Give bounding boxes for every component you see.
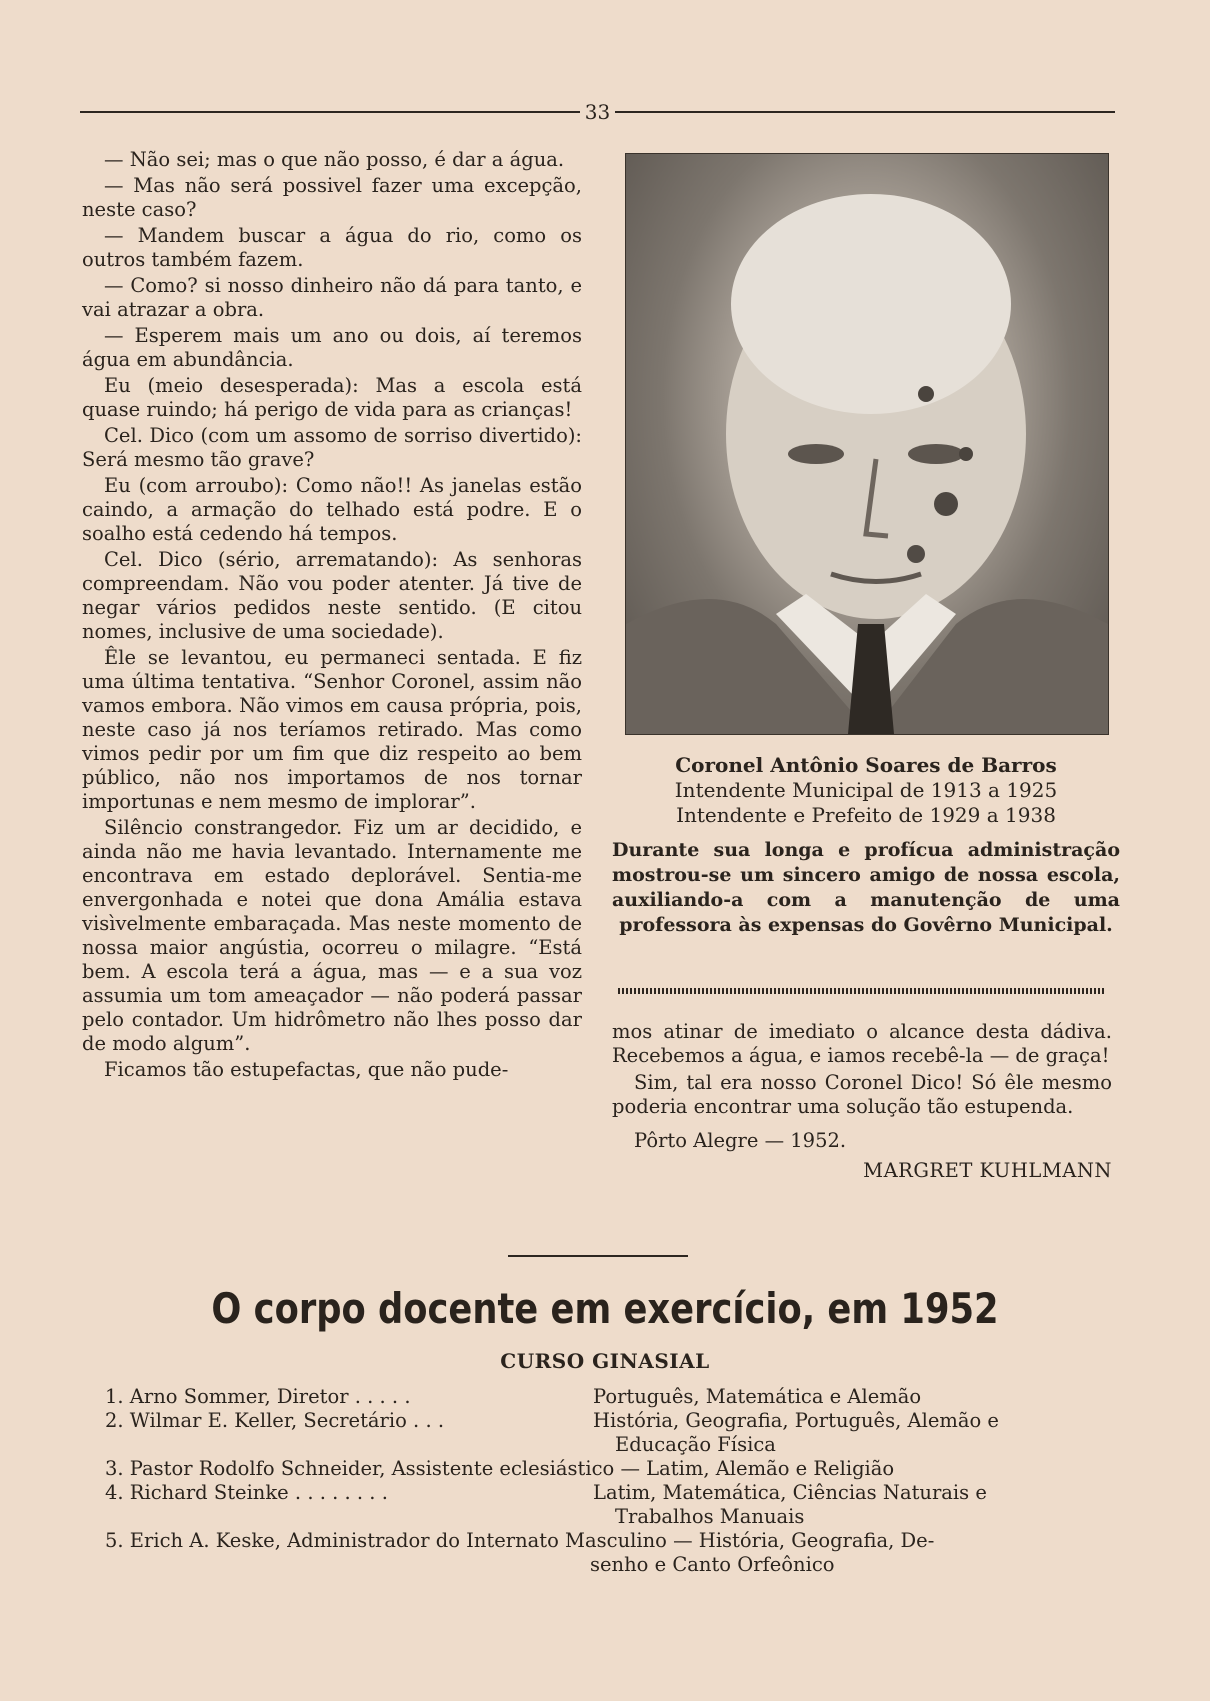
page-header: [80, 100, 1115, 124]
staff-subjects: Português, Matemática e Alemão: [593, 1385, 922, 1408]
header-rule-right: [615, 111, 1115, 113]
staff-name: 4. Richard Steinke . . . . . . . .: [105, 1481, 388, 1504]
dotted-divider: [618, 988, 1106, 994]
paragraph: — Não sei; mas o que não posso, é dar a água.: [104, 148, 565, 171]
staff-subjects-continued: Trabalhos Manuais: [615, 1505, 805, 1528]
page-number: 33: [584, 100, 611, 124]
list-item: 5. Erich A. Keske, Administrador do Internato Masculino — História, Geografia, De-: [105, 1529, 935, 1552]
paragraph: Eu (com arroubo): Como não!! As janelas estão caindo, a armação do telhado está podre. E o soalho está cedendo há tempos.: [82, 474, 582, 545]
staff-subjects: História, Geografia, Português, Alemão e: [593, 1409, 999, 1432]
paragraph: Cel. Dico (sério, arrematando): As senhoras compreendam. Não vou poder atenter. Já tive de negar vários pedidos neste sentido. (E citou nomes, inclusive de uma sociedade).: [82, 548, 582, 643]
caption-role: Intendente e Prefeito de 1929 a 1938: [676, 803, 1056, 827]
staff-name: 2. Wilmar E. Keller, Secretário . . .: [105, 1409, 445, 1432]
staff-subjects-continued: Educação Física: [615, 1433, 776, 1456]
place-date: Pôrto Alegre — 1952.: [634, 1129, 847, 1152]
paragraph: Cel. Dico (com um assomo de sorriso divertido): Será mesmo tão grave?: [82, 424, 582, 471]
section-divider: [508, 1255, 688, 1257]
list-item: [105, 1481, 1105, 1505]
paragraph: — Mas não será possivel fazer uma excepção, neste caso?: [82, 174, 582, 221]
list-item: [105, 1409, 1105, 1433]
list-item: 3. Pastor Rodolfo Schneider, Assistente eclesiástico — Latim, Alemão e Religião: [105, 1457, 895, 1480]
paragraph: — Mandem buscar a água do rio, como os outros também fazem.: [82, 224, 582, 271]
section-subtitle: CURSO GINASIAL: [500, 1349, 710, 1373]
staff-subjects-continued: senho e Canto Orfeônico: [590, 1553, 835, 1576]
section-title: O corpo docente em exercício, em 1952: [211, 1284, 999, 1333]
list-item: [105, 1385, 1105, 1409]
portrait-photo: [625, 153, 1109, 735]
left-text-column: [82, 148, 582, 1084]
staff-list: [105, 1385, 1105, 1577]
caption-role: Intendente Municipal de 1913 a 1925: [674, 778, 1058, 802]
paragraph: Silêncio constrangedor. Fiz um ar decidido, e ainda não me havia levantado. Internamente me encontrava em estado deplorável. Sentia-me envergonhada e notei que dona Amália estava visìvelmente embaraçada. Mas neste momento de nossa maior angústia, ocorreu o milagre. “Está bem. A escola terá a água, mas — e a sua voz assumia um tom ameaçador — não poderá passar pelo contador. Um hidrômetro não lhes posso dar de modo algum”.: [82, 816, 582, 1055]
staff-name: 1. Arno Sommer, Diretor . . . . .: [105, 1385, 411, 1408]
paragraph: — Como? si nosso dinheiro não dá para tanto, e vai atrazar a obra.: [82, 274, 582, 321]
paragraph: Êle se levantou, eu permaneci sentada. E fiz uma última tentativa. “Senhor Coronel, assim não vamos embora. Não vimos em causa própria, pois, neste caso já nos teríamos retirado. Mas como vimos pedir por um fim que diz respeito ao bem público, não nos importamos de nos tornar importunas e nem mesmo de implorar”.: [82, 646, 582, 813]
staff-subjects: Latim, Matemática, Ciências Naturais e: [593, 1481, 987, 1504]
paragraph: Eu (meio desesperada): Mas a escola está quase ruindo; há perigo de vida para as crianças!: [82, 374, 582, 421]
right-text-column: [612, 1020, 1112, 1186]
paragraph: Ficamos tão estupefactas, que não pude-: [104, 1058, 509, 1081]
caption-description: Durante sua longa e profícua administração mostrou-se um sincero amigo de nossa escola, auxiliando-a com a manutenção de uma professora às expensas do Govêrno Municipal.: [612, 839, 1120, 936]
paragraph: Sim, tal era nosso Coronel Dico! Só êle mesmo poderia encontrar uma solução tão estupenda.: [612, 1071, 1112, 1118]
header-rule-left: [80, 111, 580, 113]
paragraph: — Esperem mais um ano ou dois, aí teremos água em abundância.: [82, 324, 582, 371]
author-name: MARGRET KUHLMANN: [863, 1159, 1112, 1182]
photo-caption: [612, 752, 1120, 938]
caption-name: Coronel Antônio Soares de Barros: [675, 753, 1057, 777]
portrait-illustration: [626, 154, 1108, 734]
paragraph: mos atinar de imediato o alcance desta dádiva. Recebemos a água, e iamos recebê-la — de graça!: [612, 1020, 1112, 1067]
